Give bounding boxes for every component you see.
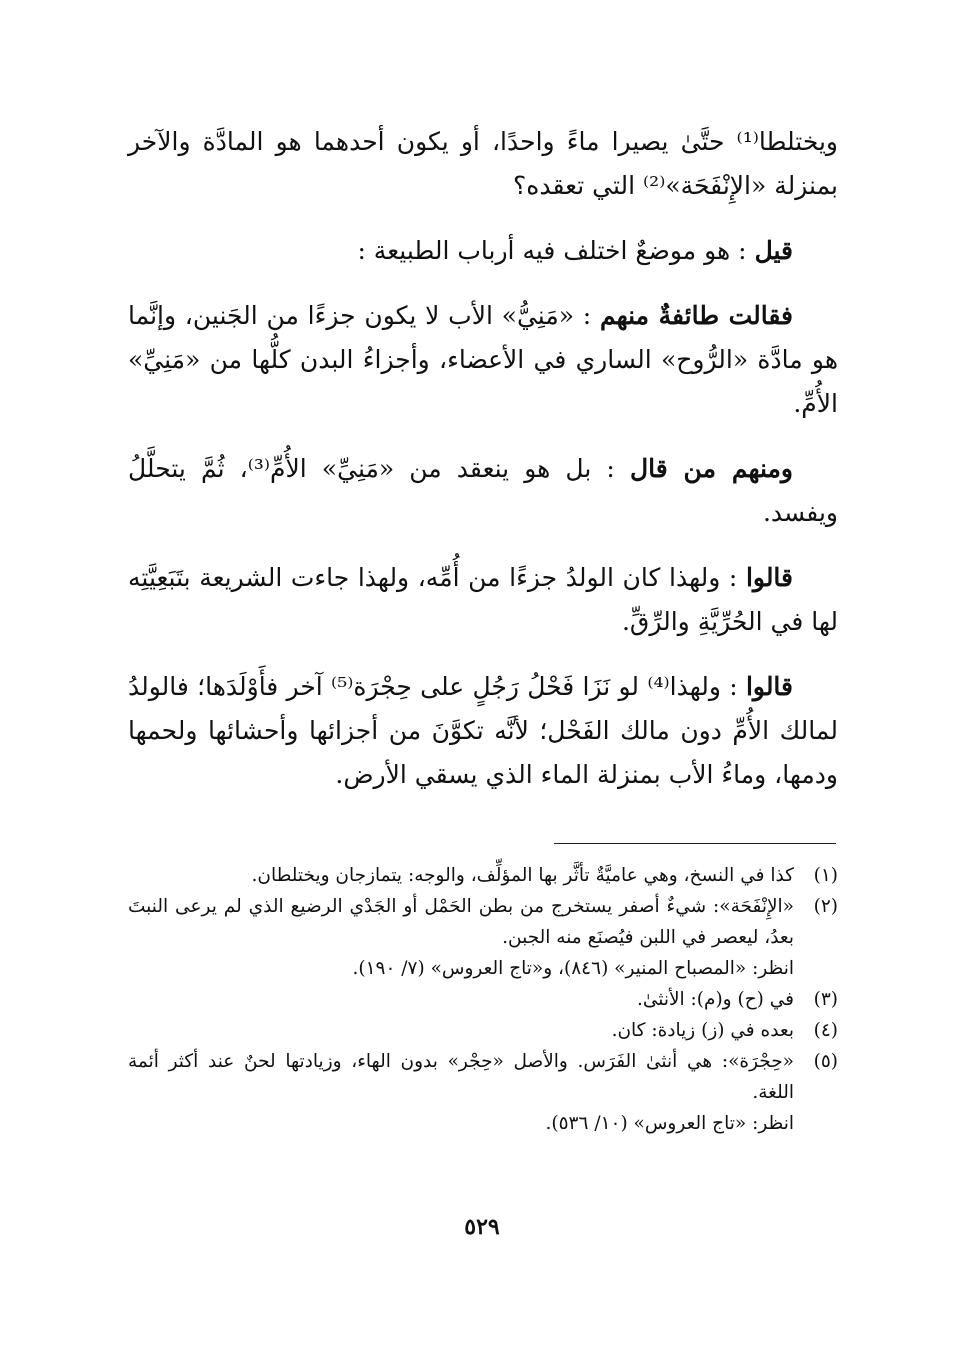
footnote-text: «الإِنْفَحَة»: شيءٌ أصفر يستخرج من بطن الحَمْل أو الجَدْي الرضيع الذي لم يرعى النبتَ بعدُ، ليعصر في اللبن فيُصنَع منه الجبن. <box>128 896 794 948</box>
footnote-3 <box>128 984 838 1015</box>
footnote-2-reference: انظر: «المصباح المنير» (٨٤٦)، و«تاج العروس» (٧/ ١٩٠). <box>352 958 794 979</box>
footnote-5 <box>128 1046 838 1108</box>
paragraph-6 <box>128 665 838 797</box>
paragraph-2-lead: قيل <box>754 236 793 265</box>
paragraph-4 <box>128 447 838 535</box>
paragraph-6-text: : ولهذا⁽⁴⁾ لو نَزَا فَحْلُ رَجُلٍ على حِجْرَة⁽⁵⁾ آخر فأَوْلَدَها؛ فالولدُ لمالك الأُمِّ دون مالك الفَحْل؛ لأنَّه تكوَّنَ من أجزائها وأحشائها ولحمها ودمها، وماءُ الأب بمنزلة الماء الذي يسقي الأرض. <box>128 672 838 789</box>
paragraph-6-lead: قالوا <box>745 672 793 701</box>
paragraph-2 <box>128 229 838 273</box>
page-number: ٥٢٩ <box>464 1214 500 1240</box>
paragraph-4-lead: ومنهم من قال <box>629 454 793 483</box>
footnote-number: (٤) <box>813 1020 838 1041</box>
footnote-separator <box>554 843 836 844</box>
paragraph-3-text: : «مَنِيُّ» الأب لا يكون جزءًا من الجَنين، وإنَّما هو مادَّة «الرُّوح» الساري في الأعضاء، وأجزاءُ البدن كلُّها من «مَنِيِّ» الأُمِّ. <box>128 301 838 418</box>
paragraph-1 <box>128 120 838 208</box>
footnote-text: كذا في النسخ، وهي عاميَّةٌ تأثَّر بها المؤلِّف، والوجه: يتمازجان ويختلطان. <box>251 865 794 886</box>
footnote-2 <box>128 891 838 953</box>
footnote-number: (٥) <box>813 1051 838 1072</box>
paragraph-4-text: : بل هو ينعقد من «مَنِيِّ» الأُمِّ⁽³⁾، ثُمَّ يتحلَّلُ ويفسد. <box>128 454 838 527</box>
footnote-text: في (ح) و(م): الأنثىٰ. <box>636 989 794 1010</box>
paragraph-3-lead: فقالت طائفةٌ منهم <box>599 301 793 330</box>
paragraph-5 <box>128 556 838 644</box>
paragraph-3 <box>128 294 838 426</box>
footnote-text: بعده في (ز) زيادة: كان. <box>611 1020 794 1041</box>
footnote-5-reference: انظر: «تاج العروس» (١٠/ ٥٣٦). <box>545 1113 794 1134</box>
footnote-number: (٢) <box>813 896 838 917</box>
paragraph-1-text: ويختلطا⁽¹⁾ حتَّىٰ يصيرا ماءً واحدًا، أو يكون أحدهما هو المادَّة والآخر بمنزلة «الإِنْفَحَة»⁽²⁾ التي تعقده؟ <box>128 127 838 200</box>
footnotes <box>128 860 838 1139</box>
paragraph-5-lead: قالوا <box>745 563 793 592</box>
main-text <box>128 120 838 818</box>
footnote-number: (٣) <box>813 989 838 1010</box>
paragraph-2-text: : هو موضعٌ اختلف فيه أرباب الطبيعة : <box>357 236 747 265</box>
footnote-number: (١) <box>813 865 838 886</box>
footnote-4 <box>128 1015 838 1046</box>
paragraph-5-text: : ولهذا كان الولدُ جزءًا من أُمِّه، ولهذا جاءت الشريعة بتَبَعِيَّتِه لها في الحُرِّيَّةِ والرِّقِّ. <box>128 563 838 636</box>
footnote-1 <box>128 860 838 891</box>
footnote-text: «حِجْرَة»: هي أنثىٰ الفَرَس. والأصل «حِجْر» بدون الهاء، وزيادتها لحنٌ عند أكثر أئمة اللغة. <box>128 1051 794 1103</box>
